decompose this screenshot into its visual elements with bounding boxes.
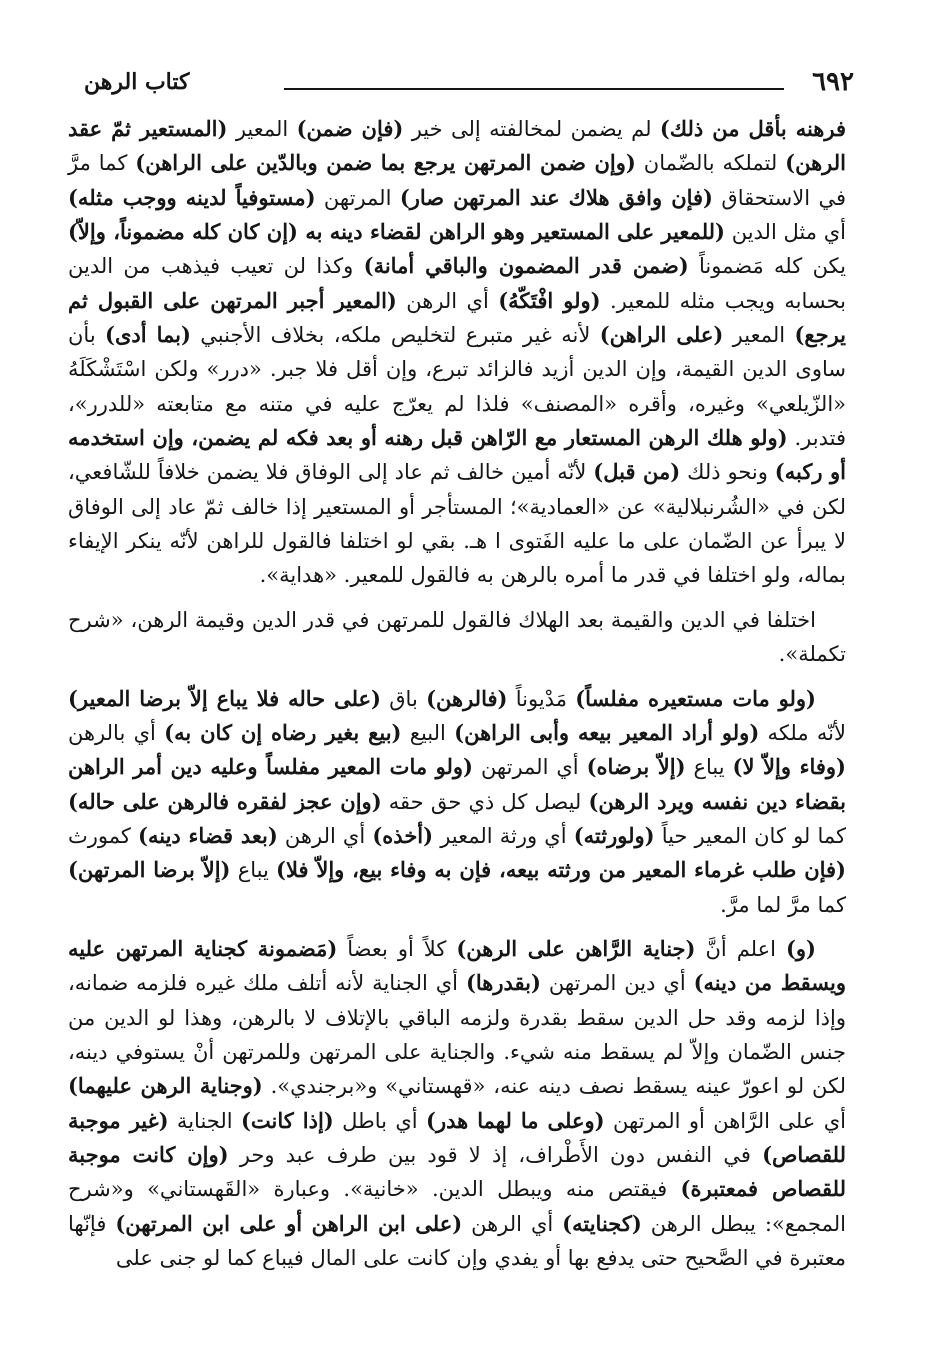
paragraph [68, 682, 846, 922]
text-run: المعير [723, 323, 795, 348]
bold-text-run: (ولو أراد المعير بيعه وأبى الراهن) [454, 719, 760, 745]
bold-text-run: (ولو افْتَكّهُ) [498, 287, 601, 313]
text-run: البيع [401, 720, 455, 745]
bold-text-run: (وإن ضمن المرتهن يرجع بما ضمن وبالدّين على الراهن) [135, 150, 636, 176]
text-run: لم يضمن لمخالفته إلى خير [403, 117, 660, 141]
page-number: ٦٩٢ [812, 67, 854, 97]
bold-text-run: (إلاّ برضا المرتهن) [68, 857, 231, 883]
text-run: كمورث [68, 823, 139, 848]
text-run: يباع [230, 858, 277, 883]
bold-text-run: (وعلى ما لهما هدر) [426, 1107, 605, 1133]
text-run: أي الرهن [462, 1211, 563, 1236]
text-run: اختلفا في الدين والقيمة بعد الهلاك فالقول للمرتهن في قدر الدين وقيمة الرهن، «شرح تكملة». [68, 607, 846, 667]
text-run: ونحو ذلك [680, 460, 775, 485]
text-run: كما مرَّ لما مرَّ. [720, 892, 846, 917]
bold-text-run: (على ابن الراهن أو على ابن المرتهن) [115, 1210, 463, 1236]
text-run: كلاً أو بعضاً [337, 936, 457, 961]
bold-text-run: (ولورثته) [573, 822, 655, 848]
bold-text-run: (وفاء وإلاّ لا) [732, 754, 846, 780]
text-run: المعير [227, 117, 297, 141]
bold-text-run: (المعير أجبر المرتهن على القبول ثم يرجع) [68, 287, 846, 348]
text-run: يباع [685, 755, 733, 780]
page-header [84, 64, 854, 100]
bold-text-run: (ولو مات المعير مفلساً وعليه دين أمر الراهن بقضاء دين نفسه ويرد الرهن) [68, 754, 846, 814]
bold-text-run: (مَضمونة كجناية المرتهن عليه ويسقط من دينه) [68, 935, 846, 996]
text-run: اعلم أنَّ [695, 936, 786, 961]
bold-text-run: (على حاله فلا يباع إلاّ برضا المعير) [68, 685, 381, 711]
text-run: أي باطل [333, 1108, 427, 1133]
text-run: لأنه غير متبرع لتخليص ملكه، بخلاف الأجنبي [190, 323, 600, 348]
text-run: مَدْيوناً [507, 686, 576, 711]
bold-text-run: (بما أدى) [105, 322, 191, 348]
text-run: الجناية [168, 1108, 241, 1133]
text-run: أي على الرَّاهن أو المرتهن [604, 1108, 846, 1133]
text-run: فإنّها معتبرة في الصَّحيح حتى يدفع بها أو يفدي وإن كانت على المال فيباع كما لو جنى على [68, 1211, 846, 1270]
paragraph [68, 112, 846, 593]
paragraph [68, 932, 846, 1275]
text-run: وكذا لن تعيب فيذهب من الدين بحسابه ويجب مثله للمعير. [68, 254, 847, 313]
bold-text-run: فرهنه بأقل من ذلك) [659, 116, 846, 141]
bold-text-run: (إذا كانت) [240, 1107, 334, 1133]
text-run: أي مثل الدين [724, 220, 846, 245]
bold-text-run: (وإن كانت موجبة للقصاص فمعتبرة) [68, 1141, 846, 1202]
text-run: أي الرهن [277, 823, 373, 848]
bold-text-run: (أخذه) [372, 822, 434, 848]
bold-text-run: (بعد قضاء دينه) [138, 822, 278, 848]
header-rule [284, 88, 784, 90]
text-run: فيقتص منه ويبطل الدين. «خانية». وعبارة «القَهستاني» و«شرح المجمع»: يبطل الرهن [68, 1177, 846, 1236]
bold-text-run: (على الراهن) [599, 322, 724, 348]
text-run: لأنّه ملكه [759, 720, 846, 745]
bold-text-run: (فالرهن) [426, 685, 508, 711]
bold-text-run: (فإن طلب غرماء المعير من ورثته بيعه، فإن به وفاء بيع، وإلاّ فلا) [276, 857, 846, 883]
text-run: بأن ساوى الدين القيمة، وإن الدين أزيد فالزائد تبرع، وإن أقل فلا جبر. «درر» ولكن اسْتَشْكَلَهُ «الزّيلعي» وغيره، وأقره «المصنف» فلذا لم يعرّج عليه في متنه مع متابعته «للدرر»، فتدبر. [68, 323, 846, 451]
text-run: لأنّه أمين خالف ثم عاد إلى الوفاق فلا يضمن خلافاً للشّافعي، لكن في «الشُرنبلالية» عن «العمادية»؛ المستأجر أو المستعير إذا خالف ثمّ عاد إلى الوفاق لا يبرأ عن الضّمان على ما عليه الفَتوى ا هـ. بقي لو اختلفا فالقول للراهن لأنّه ينكر الإيفاء بماله، ولو اختلفا في قدر ما أمره بالرهن به فالقول للمعير. «هداية». [68, 460, 846, 588]
bold-text-run: (غير موجبة للقصاص) [68, 1107, 846, 1167]
paragraph [68, 603, 846, 672]
text-run: أي المرتهن [473, 755, 587, 780]
bold-text-run: (بيع بغير رضاه إن كان به) [164, 719, 402, 745]
text-run: يكن كله مَضموناً [688, 254, 846, 279]
bold-text-run: (المستعير ثمّ عقد الرهن) [68, 116, 846, 176]
text-run: المرتهن [315, 185, 400, 210]
text-run: في النفس دون الأَطْراف، إذ لا قود بين طرف عبد وحر [228, 1142, 763, 1167]
bold-text-run: (وإن عجز لفقره فالرهن على حاله) [68, 788, 382, 814]
text-run: أي الجناية لأنه أتلف ملك غيره فلزمه ضمانه، وإذا لزمه وقد حل الدين سقط بقدرة ولزمه الباقي بالإتلاف لا بالرهن، وهذا لو الدين من جنس الضّمان وإلاّ لم يسقط منه شيء. والجناية على المرتهن وللمرتهن أنْ يستوفي دينه، لكن لو اعورّ عينه يسقط نصف دينه عنه، «قهستاني» و«برجندي». [68, 971, 846, 1099]
bold-text-run: (جناية الرَّاهن على الرهن) [456, 935, 696, 961]
bold-text-run: (بقدرها) [465, 970, 541, 996]
text-run: أي ورثة المعير [433, 823, 574, 848]
bold-text-run: (إلاّ برضاه) [586, 754, 686, 780]
text-run: كما لو كان المعير حياً [654, 823, 846, 848]
bold-text-run: (فإن وافق هلاك عند المرتهن صار) [399, 184, 713, 210]
bold-text-run: (و) [785, 935, 816, 961]
running-title: كتاب الرهن [84, 69, 190, 95]
bold-text-run: (للمعير على المستعير وهو الراهن لقضاء دينه به (إن كان كله مضموناً، وإلاّ) [68, 219, 725, 245]
bold-text-run: (وجناية الرهن عليهما) [68, 1073, 263, 1099]
text-run: كما مرَّ في الاستحقاق [68, 151, 846, 210]
text-run: أي الرهن [396, 288, 499, 313]
text-run: أي بالرهن [68, 720, 165, 745]
bold-text-run: (فإن ضمن) [296, 116, 404, 141]
text-run: أي دين المرتهن [540, 971, 694, 996]
body-text [68, 112, 846, 1275]
text-run: لتملكه بالضّمان [635, 151, 786, 176]
bold-text-run: (من قبل) [593, 459, 681, 485]
text-run: ليصل كل ذي حق حقه [381, 789, 589, 814]
bold-text-run: (كجنايته) [562, 1210, 642, 1236]
bold-text-run: (ولو هلك الرهن المستعار مع الرّاهن قبل رهنه أو بعد فكه لم يضمن، وإن استخدمه أو ركبه) [68, 425, 846, 485]
bold-text-run: (ولو مات مستعيره مفلساً) [575, 685, 816, 711]
bold-text-run: (ضمن قدر المضمون والباقي أمانة) [363, 253, 689, 279]
text-run: باق [380, 686, 427, 711]
bold-text-run: (مستوفياً لدينه ووجب مثله) [68, 184, 316, 210]
